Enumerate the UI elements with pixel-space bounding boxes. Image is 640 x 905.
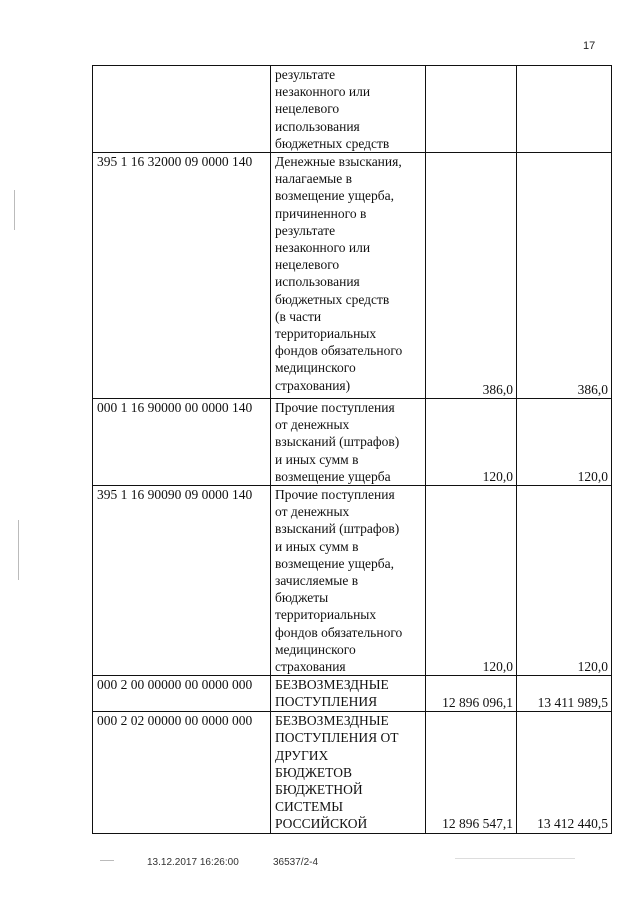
table-row [93,399,612,486]
amount-year-1-cell: 12 896 096,1 [426,676,517,712]
kbk-code-cell: 000 2 00 00000 00 0000 000 [93,676,271,712]
table-row [93,486,612,676]
scan-artifact [18,520,19,580]
footer-timestamp: 13.12.2017 16:26:00 [147,857,239,868]
amount-year-2-cell: 13 412 440,5 [517,712,612,833]
income-description-cell: Денежные взыскания, налагаемые в возмещение ущерба, причиненного в результате незаконного или нецелевого использования бюджетных средств (в части территориальных фондов обязательного медицинского страхования) [271,153,426,399]
table-row [93,676,612,712]
income-description-cell: результате незаконного или нецелевого использования бюджетных средств [271,66,426,153]
amount-year-2-cell: 120,0 [517,486,612,676]
amount-year-1-cell: 120,0 [426,486,517,676]
table-row [93,712,612,833]
kbk-code-cell: 395 1 16 32000 09 0000 140 [93,153,271,399]
amount-year-2-cell: 13 411 989,5 [517,676,612,712]
scan-artifact [100,860,114,861]
budget-table-body [93,66,612,834]
table-row [93,153,612,399]
income-description-cell: Прочие поступления от денежных взысканий (штрафов) и иных сумм в возмещение ущерба [271,399,426,486]
amount-year-1-cell: 120,0 [426,399,517,486]
scan-artifact [455,858,575,859]
kbk-code-cell [93,66,271,153]
amount-year-2-cell: 120,0 [517,399,612,486]
budget-table [92,65,612,834]
income-description-cell: Прочие поступления от денежных взысканий (штрафов) и иных сумм в возмещение ущерба, зачисляемые в бюджеты территориальных фондов обязательного медицинского страхования [271,486,426,676]
amount-year-1-cell: 386,0 [426,153,517,399]
kbk-code-cell: 395 1 16 90090 09 0000 140 [93,486,271,676]
table-row [93,66,612,153]
amount-year-1-cell [426,66,517,153]
income-description-cell: БЕЗВОЗМЕЗДНЫЕ ПОСТУПЛЕНИЯ ОТ ДРУГИХ БЮДЖЕТОВ БЮДЖЕТНОЙ СИСТЕМЫ РОССИЙСКОЙ [271,712,426,833]
amount-year-1-cell: 12 896 547,1 [426,712,517,833]
amount-year-2-cell: 386,0 [517,153,612,399]
kbk-code-cell: 000 2 02 00000 00 0000 000 [93,712,271,833]
income-description-cell: БЕЗВОЗМЕЗДНЫЕ ПОСТУПЛЕНИЯ [271,676,426,712]
footer-doc-number: 36537/2-4 [273,857,319,868]
amount-year-2-cell [517,66,612,153]
kbk-code-cell: 000 1 16 90000 00 0000 140 [93,399,271,486]
scan-artifact [14,190,15,230]
page-number: 17 [583,40,596,52]
